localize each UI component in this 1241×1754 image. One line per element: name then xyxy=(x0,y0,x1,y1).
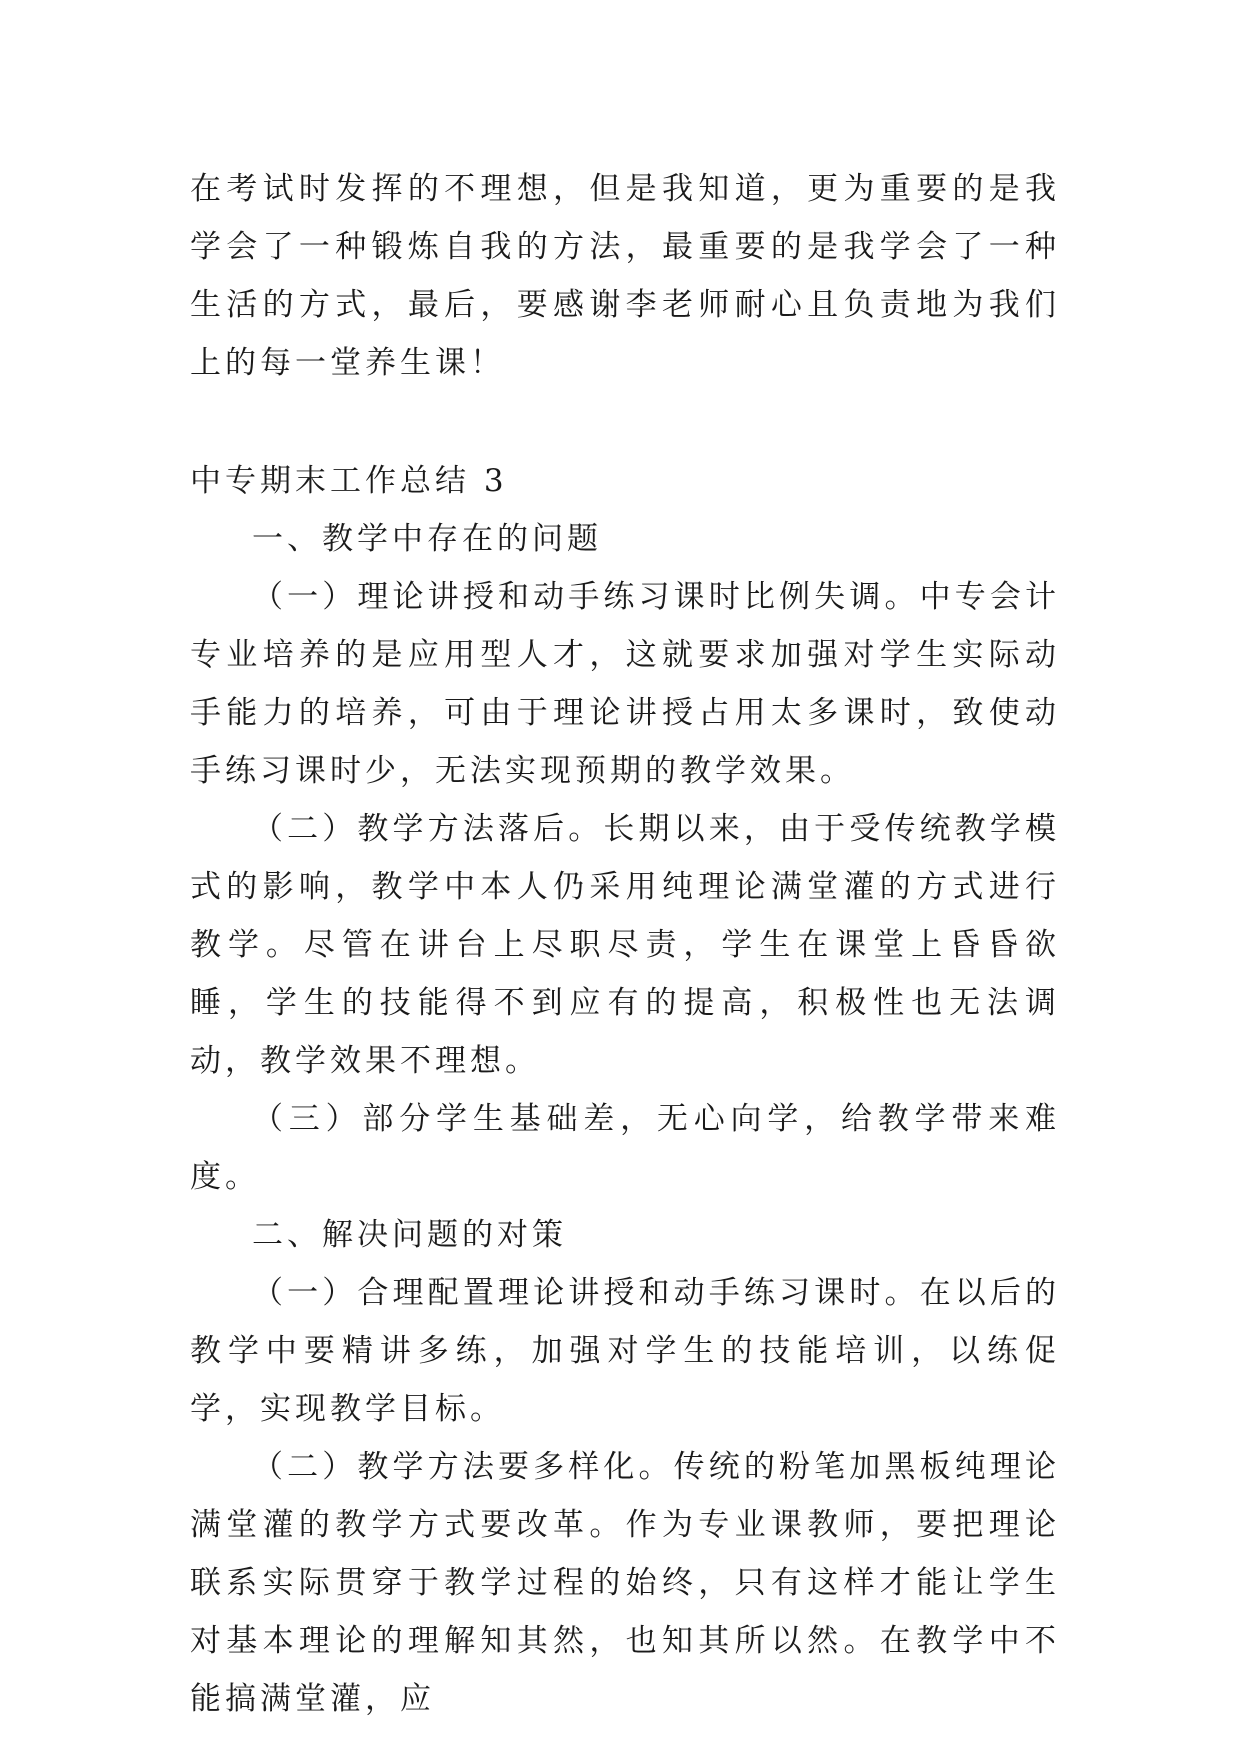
paragraph-solution-1: （一）合理配置理论讲授和动手练习课时。在以后的教学中要精讲多练，加强对学生的技能培训，以练促学，实现教学目标。 xyxy=(190,1275,1060,1427)
subheading-solutions: 二、解决问题的对策 xyxy=(252,1217,567,1253)
paragraph-problem-2: （二）教学方法落后。长期以来，由于受传统教学模式的影响，教学中本人仍采用纯理论满堂灌的方式进行教学。尽管在讲台上尽职尽责，学生在课堂上昏昏欲睡，学生的技能得不到应有的提高，积极性也无法调动，教学效果不理想。 xyxy=(190,811,1060,1079)
subheading-problems: 一、教学中存在的问题 xyxy=(252,521,602,557)
paragraph-problem-1: （一）理论讲授和动手练习课时比例失调。中专会计专业培养的是应用型人才，这就要求加强对学生实际动手能力的培养，可由于理论讲授占用太多课时，致使动手练习课时少，无法实现预期的教学效果。 xyxy=(190,579,1060,789)
paragraph-continuation: 在考试时发挥的不理想，但是我知道，更为重要的是我学会了一种锻炼自我的方法，最重要的是我学会了一种生活的方式，最后，要感谢李老师耐心且负责地为我们上的每一堂养生课！ xyxy=(190,171,1060,381)
section-title: 中专期末工作总结 3 xyxy=(190,463,508,499)
document-body xyxy=(190,160,1060,1728)
paragraph-problem-3: （三）部分学生基础差，无心向学，给教学带来难度。 xyxy=(190,1101,1060,1195)
paragraph-solution-2: （二）教学方法要多样化。传统的粉笔加黑板纯理论满堂灌的教学方式要改革。作为专业课教师，要把理论联系实际贯穿于教学过程的始终，只有这样才能让学生对基本理论的理解知其然，也知其所以然。在教学中不能搞满堂灌，应 xyxy=(190,1449,1060,1717)
